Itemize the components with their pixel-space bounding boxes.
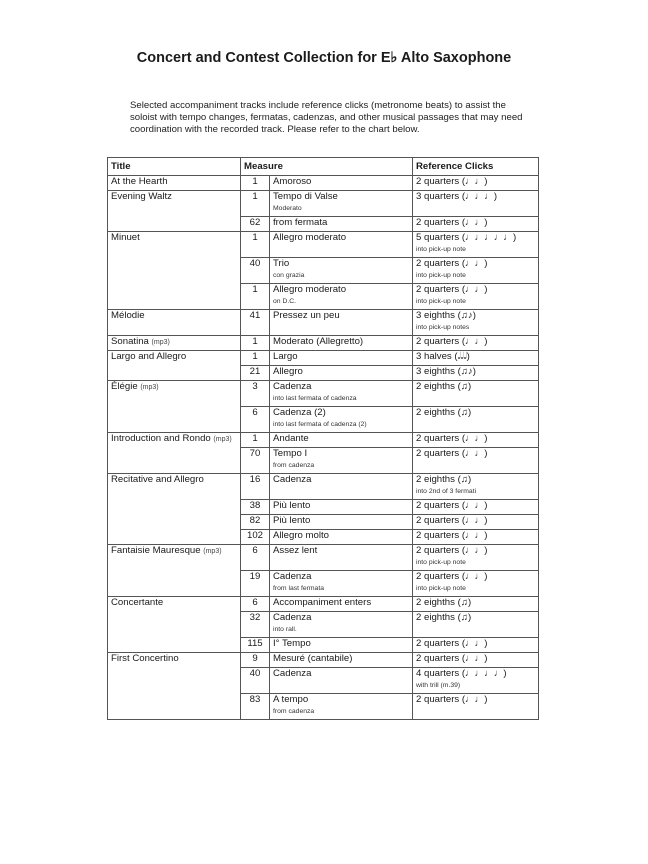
piece-title: Minuet	[111, 232, 140, 243]
tempo-marking-cell	[270, 433, 413, 448]
reference-clicks-cell	[413, 176, 539, 191]
piece-title: Recitative and Allegro	[111, 474, 204, 485]
reference-clicks-cell	[413, 668, 539, 694]
piece-title-cell	[108, 545, 241, 597]
tempo-marking: I° Tempo	[273, 638, 311, 649]
reference-clicks: 2 quarters (♩♩)	[416, 176, 488, 187]
reference-clicks: 2 quarters (♩♩)	[416, 694, 488, 705]
reference-clicks: 2 quarters (♩♩)	[416, 284, 488, 295]
tempo-marking: Assez lent	[273, 545, 318, 556]
measure-number: 1	[241, 336, 270, 351]
tempo-marking-cell	[270, 638, 413, 653]
tempo-marking-cell	[270, 191, 413, 217]
table-row	[108, 310, 539, 336]
reference-clicks-cell	[413, 433, 539, 448]
reference-clicks-cell	[413, 310, 539, 336]
tempo-note: into rall.	[273, 626, 297, 633]
tempo-marking: Cadenza	[273, 668, 312, 679]
tempo-marking: from fermata	[273, 217, 328, 228]
piece-title: Introduction and Rondo	[111, 433, 211, 444]
reference-note: into pick-up note	[416, 585, 466, 592]
reference-clicks: 2 quarters (♩♩)	[416, 653, 488, 664]
piece-title: Fantaisie Mauresque	[111, 545, 201, 556]
reference-clicks-cell	[413, 191, 539, 217]
measure-number: 62	[241, 217, 270, 232]
measure-number: 21	[241, 366, 270, 381]
piece-title: Concertante	[111, 597, 164, 608]
reference-clicks: 2 quarters (♩♩)	[416, 500, 488, 511]
mp3-tag: (mp3)	[151, 339, 170, 346]
tempo-marking-cell	[270, 500, 413, 515]
reference-clicks: 2 eighths (♫)	[416, 474, 472, 485]
reference-clicks: 2 quarters (♩♩)	[416, 217, 488, 228]
tempo-note: on D.C.	[273, 298, 297, 305]
tempo-marking-cell	[270, 653, 413, 668]
reference-clicks-cell	[413, 217, 539, 232]
reference-clicks-cell	[413, 381, 539, 407]
table-row	[108, 381, 539, 407]
tempo-marking-cell	[270, 597, 413, 612]
reference-clicks: 2 quarters (♩♩)	[416, 571, 488, 582]
table-row	[108, 597, 539, 612]
reference-clicks-cell	[413, 597, 539, 612]
tempo-marking: Tempo di Valse	[273, 191, 338, 202]
piece-title-cell	[108, 176, 241, 191]
header-reference-clicks: Reference Clicks	[413, 158, 539, 176]
tempo-marking-cell	[270, 530, 413, 545]
measure-number: 115	[241, 638, 270, 653]
reference-clicks-cell	[413, 336, 539, 351]
tempo-marking: Largo	[273, 351, 298, 362]
header-measure: Measure	[241, 158, 413, 176]
tempo-note: into last fermata of cadenza	[273, 395, 357, 402]
tempo-marking-cell	[270, 515, 413, 530]
measure-number: 6	[241, 597, 270, 612]
tempo-note: from cadenza	[273, 462, 315, 469]
piece-title-cell	[108, 474, 241, 545]
reference-note: into pick-up note	[416, 559, 466, 566]
reference-clicks-cell	[413, 530, 539, 545]
measure-number: 82	[241, 515, 270, 530]
table-row	[108, 653, 539, 668]
measure-number: 1	[241, 176, 270, 191]
reference-clicks: 2 eighths (♫)	[416, 597, 472, 608]
measure-number: 1	[241, 351, 270, 366]
measure-number: 6	[241, 407, 270, 433]
reference-clicks-cell	[413, 612, 539, 638]
reference-note: into 2nd of 3 fermati	[416, 488, 477, 495]
piece-title: Élégie	[111, 381, 138, 392]
tempo-marking: Allegro	[273, 366, 303, 377]
tempo-marking-cell	[270, 474, 413, 500]
measure-number: 6	[241, 545, 270, 571]
tempo-note: con grazia	[273, 272, 305, 279]
tempo-marking: Tempo I	[273, 448, 308, 459]
piece-title-cell	[108, 191, 241, 232]
measure-number: 1	[241, 284, 270, 310]
reference-note: into pick-up note	[416, 272, 466, 279]
reference-clicks: 3 quarters (♩♩♩)	[416, 191, 498, 202]
tempo-marking-cell	[270, 448, 413, 474]
reference-clicks-cell	[413, 474, 539, 500]
measure-number: 16	[241, 474, 270, 500]
reference-clicks: 2 quarters (♩♩)	[416, 530, 488, 541]
measure-number: 32	[241, 612, 270, 638]
tempo-marking-cell	[270, 545, 413, 571]
tempo-note: from cadenza	[273, 708, 315, 715]
piece-title-cell	[108, 433, 241, 474]
reference-clicks-cell	[413, 638, 539, 653]
reference-clicks: 2 quarters (♩♩)	[416, 638, 488, 649]
piece-title-cell	[108, 232, 241, 310]
piece-title: First Concertino	[111, 653, 179, 664]
tempo-marking: Trio	[273, 258, 290, 269]
piece-title: Mélodie	[111, 310, 145, 321]
tempo-marking-cell	[270, 407, 413, 433]
table-header-row	[108, 158, 539, 176]
measure-number: 38	[241, 500, 270, 515]
reference-clicks: 2 quarters (♩♩)	[416, 448, 488, 459]
tempo-marking: Più lento	[273, 515, 311, 526]
tempo-marking-cell	[270, 232, 413, 258]
reference-note: into pick-up note	[416, 298, 466, 305]
tempo-marking-cell	[270, 366, 413, 381]
tempo-marking-cell	[270, 351, 413, 366]
measure-number: 40	[241, 258, 270, 284]
tempo-marking: Moderato (Allegretto)	[273, 336, 364, 347]
reference-clicks-cell	[413, 500, 539, 515]
reference-clicks-cell	[413, 232, 539, 258]
tempo-marking-cell	[270, 217, 413, 232]
reference-clicks-table	[107, 157, 539, 720]
measure-number: 102	[241, 530, 270, 545]
reference-clicks-cell	[413, 653, 539, 668]
mp3-tag: (mp3)	[140, 384, 159, 391]
table-row	[108, 351, 539, 366]
tempo-marking: A tempo	[273, 694, 309, 705]
measure-number: 83	[241, 694, 270, 720]
tempo-marking-cell	[270, 668, 413, 694]
reference-clicks: 2 quarters (♩♩)	[416, 515, 488, 526]
measure-number: 40	[241, 668, 270, 694]
tempo-marking-cell	[270, 694, 413, 720]
tempo-note: Moderato	[273, 205, 302, 212]
reference-note: into pick-up note	[416, 246, 466, 253]
tempo-marking: Allegro moderato	[273, 232, 347, 243]
measure-number: 1	[241, 433, 270, 448]
piece-title-cell	[108, 336, 241, 351]
reference-clicks: 2 quarters (♩♩)	[416, 433, 488, 444]
piece-title-cell	[108, 381, 241, 433]
intro-paragraph: Selected accompaniment tracks include reference clicks (metronome beats) to assist the soloist with tempo changes, fermatas, cadenzas, and other musical passages that may need coordination with the recorded track. Please refer to the chart below.	[130, 100, 523, 136]
tempo-marking: Cadenza (2)	[273, 407, 326, 418]
reference-clicks-cell	[413, 407, 539, 433]
reference-clicks: 2 eighths (♫)	[416, 381, 472, 392]
piece-title-cell	[108, 351, 241, 381]
reference-clicks-cell	[413, 366, 539, 381]
tempo-marking: Amoroso	[273, 176, 312, 187]
measure-number: 70	[241, 448, 270, 474]
piece-title-cell	[108, 653, 241, 720]
piece-title: Evening Waltz	[111, 191, 172, 202]
reference-clicks-cell	[413, 694, 539, 720]
measure-number: 1	[241, 191, 270, 217]
reference-clicks: 3 eighths (♫♪)	[416, 310, 476, 321]
measure-number: 19	[241, 571, 270, 597]
table-row	[108, 474, 539, 500]
reference-clicks: 3 eighths (♫♪)	[416, 366, 476, 377]
tempo-marking-cell	[270, 258, 413, 284]
table-row	[108, 191, 539, 217]
tempo-marking: Mesuré (cantabile)	[273, 653, 353, 664]
reference-clicks: 2 quarters (♩♩)	[416, 258, 488, 269]
reference-clicks-cell	[413, 448, 539, 474]
table-row	[108, 336, 539, 351]
mp3-tag: (mp3)	[203, 548, 222, 555]
tempo-marking: Pressez un peu	[273, 310, 340, 321]
reference-clicks-cell	[413, 545, 539, 571]
tempo-note: into last fermata of cadenza (2)	[273, 421, 367, 428]
tempo-marking: Più lento	[273, 500, 311, 511]
tempo-note: from last fermata	[273, 585, 324, 592]
reference-clicks-cell	[413, 284, 539, 310]
tempo-marking: Allegro moderato	[273, 284, 347, 295]
table-row	[108, 545, 539, 571]
reference-clicks: 4 quarters (♩♩♩♩)	[416, 668, 507, 679]
table-row	[108, 232, 539, 258]
tempo-marking: Cadenza	[273, 612, 312, 623]
header-title: Title	[108, 158, 241, 176]
piece-title: Largo and Allegro	[111, 351, 187, 362]
reference-clicks: 2 quarters (♩♩)	[416, 545, 488, 556]
tempo-marking-cell	[270, 284, 413, 310]
tempo-marking: Allegro molto	[273, 530, 329, 541]
reference-clicks: 5 quarters (♩♩♩♩♩)	[416, 232, 517, 243]
tempo-marking-cell	[270, 571, 413, 597]
reference-clicks-cell	[413, 258, 539, 284]
tempo-marking-cell	[270, 381, 413, 407]
reference-clicks: 2 quarters (♩♩)	[416, 336, 488, 347]
reference-clicks: 3 halves (𝅗𝅥𝅗𝅥𝅗𝅥)	[416, 351, 470, 362]
reference-clicks: 2 eighths (♫)	[416, 407, 472, 418]
reference-note: with trill (m.39)	[416, 682, 461, 689]
tempo-marking-cell	[270, 310, 413, 336]
table-row	[108, 176, 539, 191]
reference-clicks-cell	[413, 515, 539, 530]
measure-number: 41	[241, 310, 270, 336]
piece-title-cell	[108, 310, 241, 336]
measure-number: 1	[241, 232, 270, 258]
tempo-marking: Accompaniment enters	[273, 597, 372, 608]
piece-title: Sonatina	[111, 336, 149, 347]
tempo-marking: Cadenza	[273, 571, 312, 582]
piece-title: At the Hearth	[111, 176, 168, 187]
measure-number: 3	[241, 381, 270, 407]
reference-clicks-cell	[413, 571, 539, 597]
tempo-marking: Andante	[273, 433, 309, 444]
tempo-marking: Cadenza	[273, 381, 312, 392]
mp3-tag: (mp3)	[213, 436, 232, 443]
reference-clicks-cell	[413, 351, 539, 366]
reference-clicks: 2 eighths (♫)	[416, 612, 472, 623]
measure-number: 9	[241, 653, 270, 668]
tempo-marking-cell	[270, 612, 413, 638]
piece-title-cell	[108, 597, 241, 653]
page-title: Concert and Contest Collection for E♭ Alto Saxophone	[136, 50, 512, 66]
tempo-marking-cell	[270, 176, 413, 191]
table-row	[108, 433, 539, 448]
tempo-marking: Cadenza	[273, 474, 312, 485]
tempo-marking-cell	[270, 336, 413, 351]
reference-note: into pick-up notes	[416, 324, 470, 331]
